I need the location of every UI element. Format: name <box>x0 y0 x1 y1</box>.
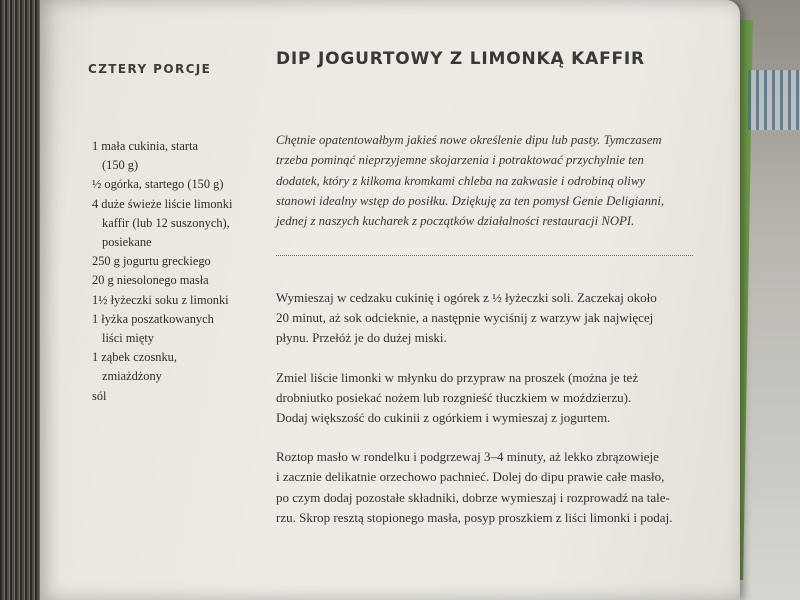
recipe-intro: Chętnie opatentowałbym jakieś nowe określenie dipu lub pasty. Tymczasem trzeba pominąć nieprzyjemne skojarzenia i potraktować przychylnie ten dodatek, który z kilkoma kromkami chleba na zakwasie i odrobiną oliwy stanowi idealny wstęp do posiłku. Dziękuję za ten pomysł Genie Deligianni, jednej z naszych kucharek z początków działalności restauracji NOPI. <box>276 133 665 229</box>
method-step: Zmiel liście limonki w młynku do przypraw na proszek (można je też drobniutko posiekać nożem lub rozgnieść tłuczkiem w moździerzu). Dodaj większość do cukinii z ogórkiem i wymieszaj z jogurtem. <box>276 369 639 426</box>
ingredient-line: 1½ łyżeczki soku z limonki <box>92 292 229 307</box>
ingredient-line: zmiażdżony <box>102 369 162 384</box>
ingredient-line: 4 duże świeże liście limonki <box>92 196 233 211</box>
ingredient-line: 1 ząbek czosnku, <box>92 350 177 365</box>
ingredient-line: ½ ogórka, startego (150 g) <box>92 177 224 192</box>
ingredients-list <box>92 137 262 406</box>
servings-label: CZTERY PORCJE <box>88 62 212 76</box>
ingredient-line: sól <box>92 388 107 403</box>
recipe-title: DIP JOGURTOWY Z LIMONKĄ KAFFIR <box>276 49 645 69</box>
ingredient-line: 250 g jogurtu greckiego <box>92 254 211 269</box>
ingredient-line: (150 g) <box>102 158 139 173</box>
method-step: Wymieszaj w cedzaku cukinię i ogórek z ½ łyżeczki soli. Zaczekaj około 20 minut, aż sok odcieknie, a następnie wyciśnij z warzyw jak najwięcej płynu. Przełóż je do dużej miski. <box>276 290 657 346</box>
method-step: Roztop masło w rondelku i podgrzewaj 3–4 minuty, aż lekko zbrązowieje i zacznie delikatnie orzechowo pachnieć. Dolej do dipu prawie całe masło, po czym dodaj pozostałe składniki, dobrze wymieszaj i rozprowadź na tale- rzu. Skrop resztą stopionego masła, posyp proszkiem z liści limonki i podaj. <box>276 449 673 525</box>
adjacent-book-cover <box>748 70 800 130</box>
ingredient-line: 20 g niesolonego masła <box>92 273 209 288</box>
ingredient-line: kaffir (lub 12 suszonych), <box>102 215 230 230</box>
ingredient-line: 1 mała cukinia, starta <box>92 139 198 153</box>
ingredient-line: posiekane <box>102 235 152 250</box>
dotted-divider <box>276 255 693 256</box>
ingredient-line: 1 łyżka poszatkowanych <box>92 311 214 326</box>
method-steps <box>276 288 716 547</box>
ingredient-line: liści mięty <box>102 331 154 346</box>
